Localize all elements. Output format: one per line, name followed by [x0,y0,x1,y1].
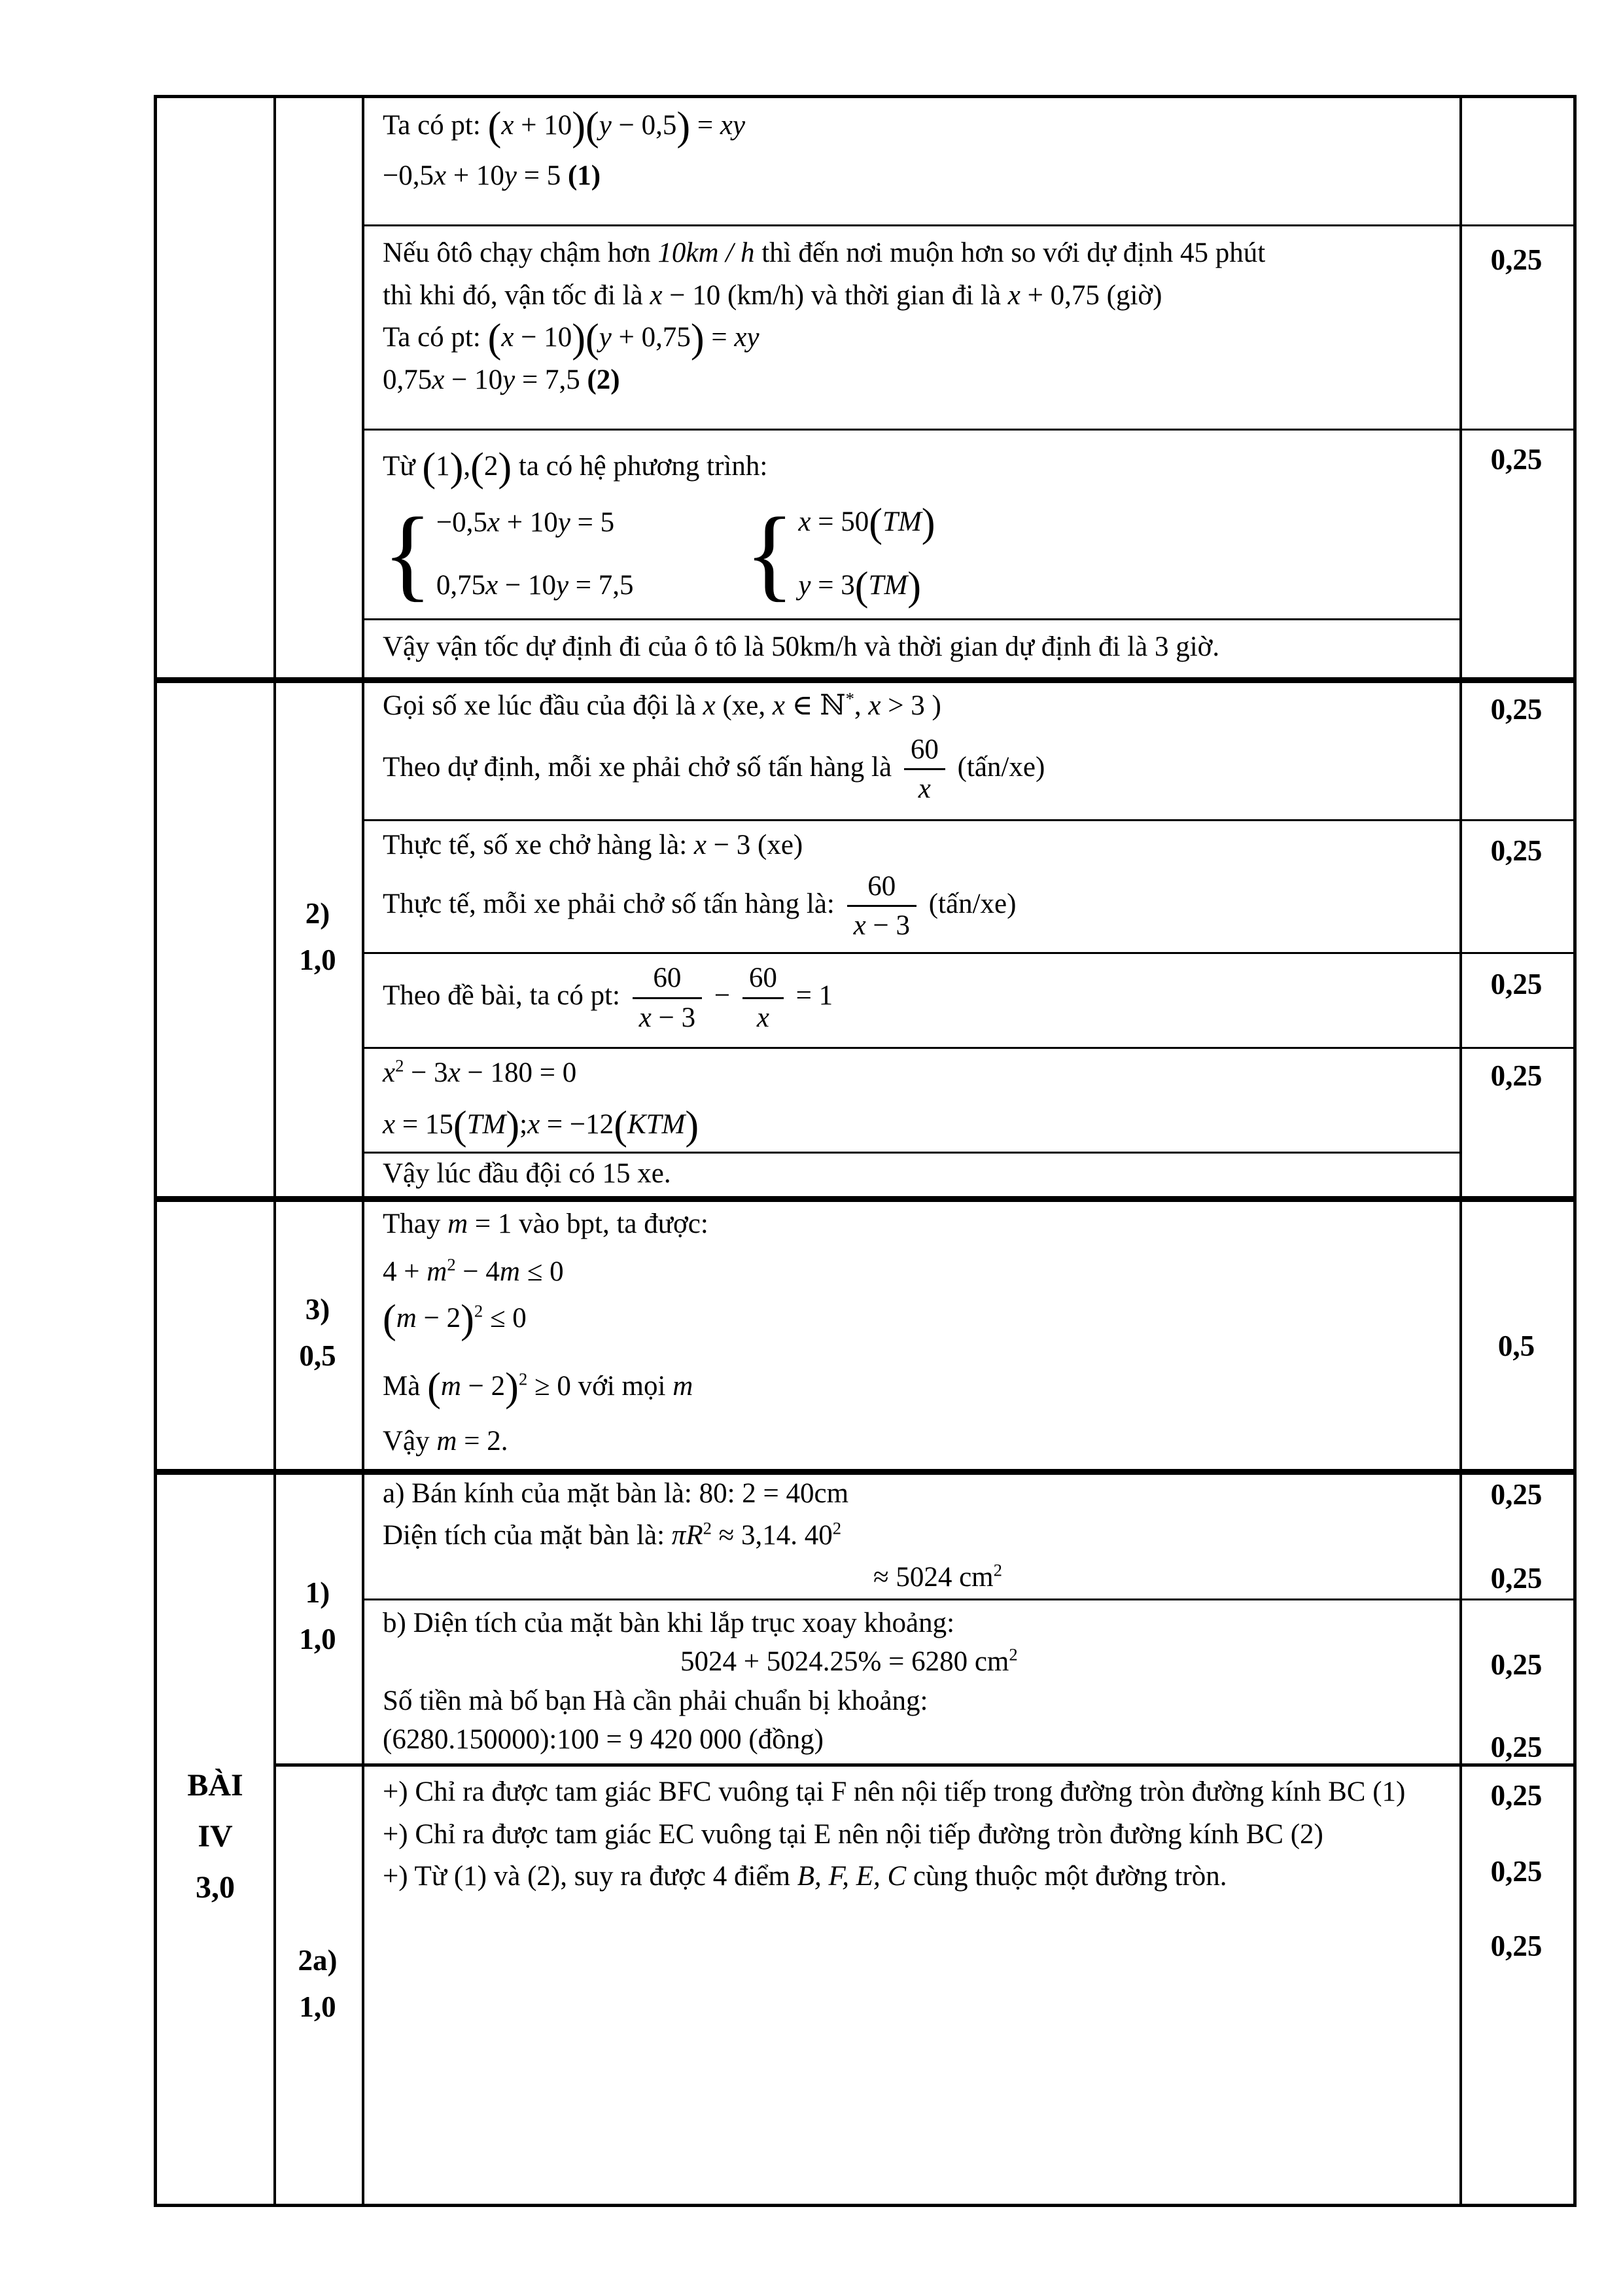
subquestion-label-2 [276,677,359,1196]
grading-table [154,95,1577,2207]
text-segment: Vậy [383,1426,437,1457]
text-segment: + 0,75 (giờ) [1020,279,1162,311]
text-segment: y [599,322,612,353]
solution-line [383,359,1439,402]
text-segment: x [703,690,716,721]
text-segment: 5024 + 5024.25% = 6280 cm [680,1646,1009,1678]
text-segment: x [650,279,663,311]
text-segment: = 15 [395,1108,453,1140]
points-value: 0,25 [1490,1478,1543,1511]
text-segment: − 3 [404,1057,448,1088]
solution-line [383,1682,1439,1720]
system-brace: { [744,497,795,612]
text-segment: ) [921,500,935,546]
text-segment: x [501,322,514,353]
text-segment: − 180 = 0 [460,1057,577,1088]
solution-line [383,870,1439,943]
text-segment: − 3 [651,1002,696,1033]
text-segment: x [868,690,881,721]
solution-line [680,1642,1439,1681]
solution-line [383,626,1439,669]
subquestion-number: 3) [305,1292,330,1326]
text-segment: Thực tế, mỗi xe phải chở số tấn hàng là: [383,888,842,919]
solution-row-inequality [383,1196,1439,1477]
text-segment: ( [585,315,599,361]
text-segment: ) [498,444,512,490]
text-segment: = 1 vào bpt, ta được: [468,1209,708,1239]
subquestion-number: 2a) [298,1943,338,1977]
solution-row-system [383,429,1439,635]
text-segment: Diện tích của mặt bàn là: [383,1520,672,1551]
points-value: 0,25 [1490,693,1543,726]
text-segment: = 5 [516,160,568,192]
text-segment: ) [572,315,585,361]
text-segment: = 7,5 [515,364,587,396]
text-segment: cùng thuộc một đường tròn. [906,1861,1227,1892]
text-segment: = [690,110,720,141]
text-segment: > 3 ) [881,690,941,721]
text-segment: (2) [587,364,620,396]
points-value: 0,25 [1490,1731,1543,1763]
text-segment: − [707,980,737,1011]
text-segment: b) Diện tích của mặt bàn khi lắp trục xoay khoảng: [383,1608,955,1638]
text-segment: 60 [910,733,939,765]
text-segment: x [383,1057,396,1088]
fraction [742,961,784,1034]
text-segment: (xe, [715,690,773,721]
text-segment: , [463,451,471,482]
text-segment: xy [734,322,759,353]
text-segment: ) [676,103,691,149]
text-segment: 2 [1009,1645,1018,1665]
subquestion-number: 2) [305,896,330,930]
text-segment: + 0,75 [611,322,691,353]
text-segment: ( [487,103,502,149]
text-segment: ≈ 5024 cm [873,1562,994,1593]
text-segment: 1 [436,451,450,482]
solution-line [383,1298,1439,1340]
text-segment: ) [449,444,464,490]
text-segment: y [504,160,517,192]
solution-line [383,685,1439,728]
text-segment: = 1 [788,980,833,1011]
text-segment: ta có hệ phương trình: [512,451,768,482]
system-equation [798,501,935,544]
equation-systems [383,497,1439,612]
text-segment: x [432,364,445,396]
text-segment: TM [882,506,922,538]
text-segment: 0,75 [436,570,486,601]
text-segment: thì đến nơi muộn hơn so với dự định 45 phút [754,238,1266,268]
text-segment: 0,75 [383,364,432,396]
text-segment: x [772,690,785,721]
question-label-line: IV [198,1818,233,1854]
points-value: 0,25 [1490,834,1543,867]
text-segment: m [447,1209,468,1239]
solution-line [383,1104,1439,1146]
text-segment: = 2. [457,1426,508,1457]
subquestion-number: 1) [305,1576,330,1609]
text-segment: 60 [867,870,896,902]
solution-row-actual [383,819,1439,957]
text-segment: − 10 [498,570,556,601]
text-segment: − 10 (km/h) và thời gian đi là [662,279,1008,311]
solution-line [383,1204,1439,1244]
text-segment: m [396,1303,417,1334]
solution-line [383,1720,1439,1759]
points-value: 0,25 [1490,443,1543,476]
solution-line [873,1558,1439,1597]
text-segment: (1) [567,160,601,192]
solution-line [383,1474,1439,1513]
text-segment: 2 [832,1518,842,1538]
text-segment: 2 [483,451,498,482]
text-segment: m [672,1371,693,1402]
text-segment: m [440,1371,461,1402]
solution-line [383,824,1439,867]
points-value: 0,25 [1490,1059,1543,1092]
points-value: 0,5 [1497,1330,1535,1362]
text-segment: ∈ ℕ [784,690,846,721]
text-segment: x [527,1108,540,1140]
solution-row-conclusion-speed [383,618,1439,685]
solution-line [383,1421,1439,1461]
text-segment: ) [461,1296,474,1342]
question-label-points: 3,0 [196,1869,235,1905]
text-segment: ( [614,1103,627,1148]
fraction [633,961,702,1034]
text-segment: + 10 [446,160,504,192]
solution-line [383,733,1439,806]
text-segment: Ta có pt: [383,110,488,141]
solution-bullet [383,1856,1439,1898]
text-segment: −0,5 [383,160,434,192]
points-value: 0,25 [1490,1930,1543,1962]
subquestion-points: 1,0 [299,1623,336,1655]
text-segment: +) Chỉ ra được tam giác BFC vuông tại F nên nội tiếp trong đường tròn đường kính BC (1) [383,1776,1406,1807]
solution-line [383,1153,1439,1195]
text-segment: ) [690,315,705,361]
solution-bullet [383,1771,1439,1814]
points-value: 0,25 [1490,243,1543,276]
text-segment: , [854,690,869,721]
text-segment: + 10 [514,110,572,141]
question-label-line: BÀI [187,1767,243,1803]
text-segment: TM [466,1108,506,1140]
text-segment: (tấn/xe) [950,751,1045,783]
text-segment: ( [487,315,502,361]
solution-line [383,155,1439,198]
text-segment: x [487,506,500,538]
text-segment: Ta có pt: [383,322,488,353]
text-segment: = 3 [811,570,855,601]
solution-line [383,232,1439,275]
points-value: 0,25 [1490,1562,1543,1595]
text-segment: x [918,773,931,805]
text-segment: − 0,5 [611,110,677,141]
text-segment: Từ [383,451,423,482]
text-segment: 60 [653,963,682,993]
text-segment: = 50 [811,506,869,538]
text-segment: ≤ 0 [483,1303,527,1334]
text-segment: − 10 [514,322,572,353]
text-segment: ) [572,103,585,149]
text-segment: 60 [748,963,777,993]
text-segment: x [693,830,707,860]
text-segment: Thực tế, số xe chở hàng là: [383,830,694,860]
text-segment: = −12 [540,1108,614,1140]
solution-line [383,1366,1439,1408]
text-segment: x [485,570,498,601]
text-segment: ; [519,1108,528,1140]
text-segment: TM [868,570,908,601]
text-segment: x [1007,279,1021,311]
equation-system-right [744,497,935,612]
text-segment: ( [422,444,436,490]
solution-line [383,1052,1439,1095]
text-segment: y [599,110,612,141]
solution-line [383,961,1439,1034]
text-segment: 2 [518,1369,528,1389]
text-segment: − 3 (xe) [707,830,803,860]
subquestion-label-1 [276,1469,359,1763]
solution-row-geometry [383,1763,1439,2212]
text-segment: + 10 [499,506,558,538]
points-value: 0,25 [1490,1855,1543,1888]
text-segment: m [499,1256,520,1288]
fraction [904,733,945,806]
system-equation [436,565,634,607]
text-segment: ≤ 0 [519,1256,564,1288]
text-segment: 2 [703,1518,712,1538]
text-segment: 10km / h [657,238,755,268]
text-segment: ( [453,1103,467,1148]
equation-system-left [383,497,634,612]
text-segment: xy [720,110,746,141]
text-segment: = 7,5 [568,570,634,601]
solution-line [383,446,1439,488]
text-segment: ) [685,1103,699,1148]
text-segment: − 2 [416,1303,461,1334]
text-segment: ) [907,563,922,609]
text-segment: Số tiền mà bố bạn Hà cần phải chuẩn bị khoảng: [383,1685,928,1716]
text-segment: Vậy lúc đầu đội có 15 xe. [383,1158,671,1189]
text-segment: y [798,570,811,601]
text-segment: 2 [474,1301,483,1321]
text-segment: ( [383,1296,396,1342]
text-segment: m [427,1256,447,1288]
text-segment: Theo dự định, mỗi xe phải chở số tấn hàng là [383,751,899,783]
subquestion-points: 1,0 [299,943,336,976]
text-segment: x [638,1002,652,1033]
question-label-bai-iv [157,1469,273,2204]
solution-bullet [383,1814,1439,1856]
text-segment: x [501,110,514,141]
text-segment: ( [427,1364,441,1410]
text-segment: x [434,160,447,192]
solution-row-equation-2 [383,224,1439,436]
solution-row-quadratic [383,1047,1439,1157]
solution-line [383,275,1439,317]
text-segment: Mà [383,1371,428,1402]
text-segment: (tấn/xe) [921,888,1017,919]
text-segment: x [756,1002,769,1033]
subquestion-points: 1,0 [299,1990,336,2023]
text-segment: * [845,688,854,709]
system-equation [798,565,935,607]
text-segment: ) [505,1364,519,1410]
text-segment: − 3 [865,910,910,942]
solution-row-equation-1 [383,98,1439,231]
solution-line [383,1252,1439,1292]
text-segment: y [557,506,570,538]
text-segment: Vậy vận tốc dự định đi của ô tô là 50km/h và thời gian dự định đi là 3 giờ. [383,631,1220,662]
text-segment: − 2 [461,1371,506,1402]
text-segment: ) [506,1103,520,1148]
text-segment: ≈ 3,14. 40 [711,1520,833,1551]
solution-row-conclusion-trucks [383,1152,1439,1197]
text-segment: − 4 [455,1256,500,1288]
subquestion-label-2a [276,1763,359,2204]
text-segment: Theo đề bài, ta có pt: [383,980,627,1011]
text-segment: − 10 [444,364,503,396]
text-segment: +) Chỉ ra được tam giác EC vuông tại E nên nội tiếp đường tròn đường kính BC (2) [383,1818,1323,1850]
text-segment: = [704,322,735,353]
text-segment: ( [869,500,883,546]
text-segment: ( [585,103,599,149]
text-segment: 4 + [383,1256,427,1288]
text-segment: x [383,1108,396,1140]
text-segment: (6280.150000):100 = 9 420 000 (đồng) [383,1723,824,1755]
text-segment: πR [671,1520,703,1551]
points-value: 0,25 [1490,968,1543,1000]
text-segment: Gọi số xe lúc đầu của đội là [383,690,703,721]
text-segment: ( [854,563,869,609]
text-segment: x [447,1057,461,1088]
text-segment: Thay [383,1209,448,1239]
text-segment: y [502,364,515,396]
subquestion-label-3 [276,1196,359,1469]
text-segment: 2 [447,1254,456,1275]
points-value: 0,25 [1490,1779,1543,1812]
subquestion-points: 0,5 [299,1339,336,1372]
points-value: 0,25 [1490,1648,1543,1681]
text-segment: B, F, E, C [797,1861,907,1892]
column-divider-points [1459,98,1462,2204]
text-segment: ≥ 0 với mọi [527,1371,673,1402]
solution-line [383,317,1439,359]
system-brace: { [383,497,432,612]
solution-row-table-radius [383,1469,1439,1604]
solution-line [383,1604,1439,1642]
text-segment: +) Từ (1) và (2), suy ra được 4 điểm [383,1861,797,1892]
text-segment: 2 [993,1561,1002,1581]
text-segment: = 5 [570,506,615,538]
text-segment: a) Bán kính của mặt bàn là: 80: 2 = 40cm [383,1478,849,1509]
text-segment: ( [470,444,484,490]
text-segment: KTM [627,1108,686,1140]
solution-row-fraction-equation [383,952,1439,1056]
text-segment: Nếu ôtô chạy chậm hơn [383,238,658,268]
text-segment: m [436,1426,457,1457]
text-segment: y [555,570,569,601]
solution-row-call-x [383,677,1439,827]
solution-line [383,105,1439,147]
text-segment: 2 [395,1055,404,1076]
text-segment: x [798,506,811,538]
column-divider-subquestion [362,98,364,2204]
solution-line [383,1516,1439,1555]
fraction [847,870,916,943]
text-segment: thì khi đó, vận tốc đi là [383,279,650,311]
text-segment: −0,5 [436,506,487,538]
solution-row-table-cost [383,1598,1439,1769]
text-segment: x [853,910,866,942]
system-equation [436,502,634,544]
